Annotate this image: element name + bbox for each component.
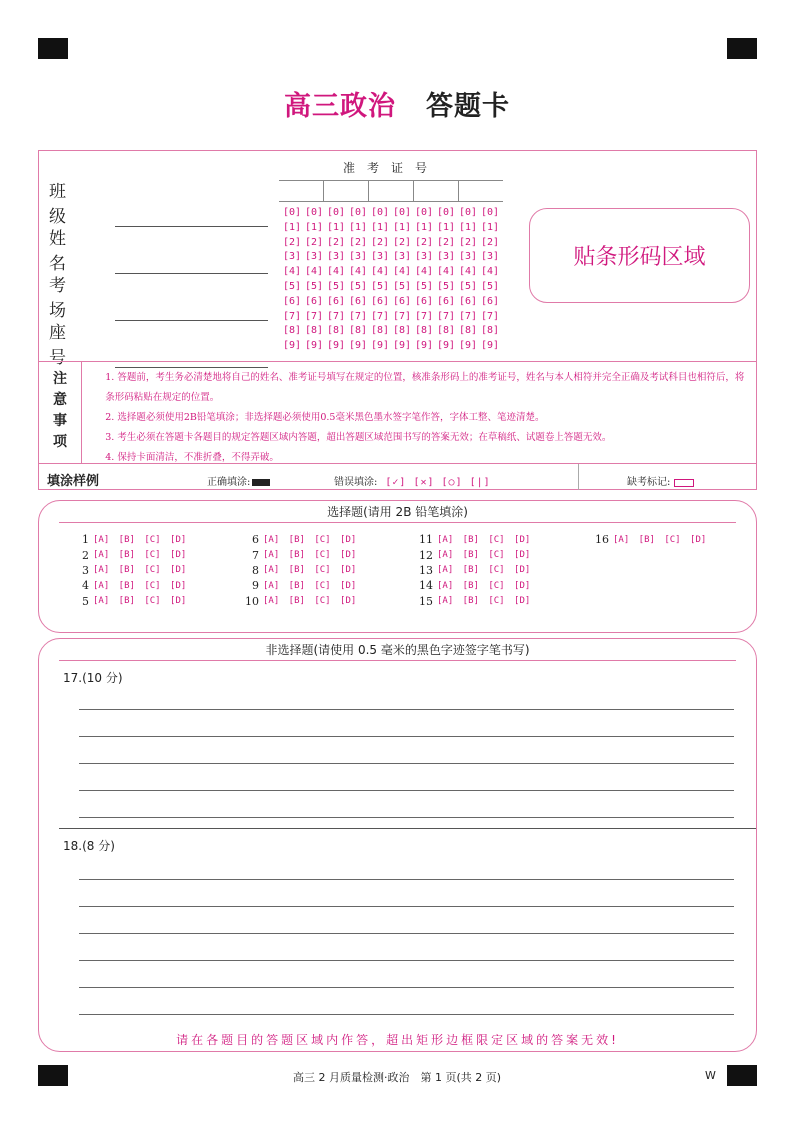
exam-id-bubble[interactable]: [4]: [327, 266, 346, 278]
question-number: 9: [252, 579, 259, 593]
class-field[interactable]: [49, 177, 268, 227]
exam-id-bubble[interactable]: [0]: [305, 207, 324, 218]
choice-column: [585, 532, 706, 547]
exam-id-bubble[interactable]: [7]: [415, 310, 434, 322]
choice-question-row: [235, 563, 356, 578]
note-item: 1. 答题前，考生务必清楚地将自己的姓名、准考证号填写在规定的位置，核准条形码上的准考证号，姓名与本人相符并完全正确及考试科目也相符后，将条形码粘贴在规定的位置。: [105, 372, 745, 403]
name-label: 姓 名: [49, 229, 74, 274]
exam-id-bubble[interactable]: [7]: [327, 310, 346, 322]
exam-id-bubble[interactable]: [5]: [283, 280, 302, 292]
exam-id-bubble-grid[interactable]: [283, 207, 503, 355]
choice-question-row: [65, 594, 186, 609]
answer-line[interactable]: [79, 736, 734, 737]
answer-line[interactable]: [79, 709, 734, 710]
answer-line[interactable]: [79, 1014, 734, 1015]
exam-id-bubble[interactable]: [4]: [305, 266, 324, 278]
exam-id-bubble[interactable]: [1]: [481, 221, 500, 233]
exam-id-bubble[interactable]: [2]: [459, 236, 478, 248]
question-number: 1: [82, 533, 89, 547]
choice-question-row: [235, 532, 356, 547]
exam-id-bubble[interactable]: [8]: [327, 325, 346, 337]
answer-bubbles[interactable]: [A] [B] [C] [D]: [263, 565, 357, 576]
exam-id-bubble[interactable]: [1]: [437, 221, 456, 233]
exam-id-bubble[interactable]: [9]: [327, 340, 346, 352]
question-18-label: 18.(8 分): [63, 839, 115, 853]
registration-mark-top-right: [727, 38, 757, 59]
exam-id-bubble[interactable]: [4]: [371, 266, 390, 278]
seat-input-line[interactable]: [115, 350, 268, 368]
answer-line[interactable]: [79, 960, 734, 961]
exam-id-bubble[interactable]: [4]: [481, 266, 500, 278]
info-section: [38, 150, 757, 490]
exam-id-bubble[interactable]: [5]: [349, 280, 368, 292]
answer-bubbles[interactable]: [A] [B] [C] [D]: [93, 565, 187, 576]
choice-column: [409, 532, 530, 609]
exam-id-bubble[interactable]: [2]: [393, 236, 412, 248]
exam-id-bubble[interactable]: [1]: [349, 221, 368, 233]
answer-line[interactable]: [79, 817, 734, 818]
choice-question-row: [65, 532, 186, 547]
exam-id-bubble[interactable]: [4]: [393, 266, 412, 278]
correct-fill-sample: 正确填涂:: [207, 473, 270, 488]
answer-bubbles[interactable]: [A] [B] [C] [D]: [437, 596, 531, 607]
choice-column: [235, 532, 356, 609]
divider: [39, 361, 756, 362]
question-number: 4: [82, 579, 89, 593]
exam-id-bubble[interactable]: [3]: [283, 251, 302, 263]
exam-id-bubble[interactable]: [3]: [437, 251, 456, 263]
exam-id-bubble[interactable]: [0]: [371, 207, 390, 218]
exam-id-bubble[interactable]: [9]: [349, 340, 368, 352]
exam-id-bubble[interactable]: [9]: [371, 340, 390, 352]
exam-id-bubble[interactable]: [8]: [393, 325, 412, 337]
notes-label: 注意事项: [53, 371, 67, 450]
answer-bubbles[interactable]: [A] [B] [C] [D]: [613, 534, 707, 545]
exam-id-bubble[interactable]: [2]: [481, 236, 500, 248]
answer-area-warning: 请在各题目的答题区域内作答，超出矩形边框限定区域的答案无效!: [176, 1033, 619, 1047]
answer-bubbles[interactable]: [A] [B] [C] [D]: [437, 550, 531, 561]
exam-id-bubble[interactable]: [0]: [459, 207, 478, 218]
exam-id-bubble[interactable]: [4]: [459, 266, 478, 278]
answer-bubbles[interactable]: [A] [B] [C] [D]: [93, 550, 187, 561]
question-number: 16: [595, 533, 609, 547]
choice-question-row: [409, 547, 530, 562]
exam-id-bubble[interactable]: [5]: [393, 280, 412, 292]
exam-id-bubble[interactable]: [1]: [459, 221, 478, 233]
answer-line[interactable]: [79, 790, 734, 791]
exam-id-bubble[interactable]: [2]: [415, 236, 434, 248]
answer-line[interactable]: [79, 987, 734, 988]
question-number: 3: [82, 563, 89, 577]
notes-list: [91, 368, 751, 468]
exam-id-bubble[interactable]: [7]: [459, 310, 478, 322]
note-item: 2. 选择题必须使用2B铅笔填涂；非选择题必须使用0.5毫米黑色墨水签字笔作答，字体工整、笔迹清楚。: [105, 412, 545, 423]
exam-room-field[interactable]: [49, 271, 268, 321]
exam-id-bubble[interactable]: [1]: [371, 221, 390, 233]
exam-id-bubble[interactable]: [8]: [415, 325, 434, 337]
exam-id-bubble[interactable]: [9]: [481, 340, 500, 352]
question-number: 13: [419, 563, 433, 577]
exam-id-bubble[interactable]: [9]: [393, 340, 412, 352]
exam-id-bubble[interactable]: [4]: [349, 266, 368, 278]
barcode-area: 贴条形码区域: [529, 208, 750, 303]
exam-id-bubble[interactable]: [3]: [415, 251, 434, 263]
exam-id-bubble[interactable]: [3]: [305, 251, 324, 263]
exam-id-bubble[interactable]: [5]: [437, 280, 456, 292]
exam-id-bubble[interactable]: [0]: [327, 207, 346, 218]
exam-id-bubble[interactable]: [6]: [393, 295, 412, 307]
answer-bubbles[interactable]: [A] [B] [C] [D]: [263, 550, 357, 561]
exam-id-bubble[interactable]: [1]: [283, 221, 302, 233]
exam-id-bubble[interactable]: [2]: [305, 236, 324, 248]
exam-id-bubble[interactable]: [5]: [415, 280, 434, 292]
answer-bubbles[interactable]: [A] [B] [C] [D]: [93, 580, 187, 591]
exam-id-bubble[interactable]: [6]: [371, 295, 390, 307]
exam-id-bubble[interactable]: [6]: [459, 295, 478, 307]
question-number: 7: [252, 548, 259, 562]
exam-id-bubble[interactable]: [4]: [283, 266, 302, 278]
page-footer: 高三 2 月质量检测·政治 第 1 页(共 2 页): [292, 1071, 502, 1084]
exam-id-bubble[interactable]: [6]: [283, 295, 302, 307]
title-answer-sheet: 答题卡: [426, 91, 510, 122]
answer-bubbles[interactable]: [A] [B] [C] [D]: [437, 580, 531, 591]
exam-id-bubble[interactable]: [3]: [371, 251, 390, 263]
choice-question-row: [409, 563, 530, 578]
absent-mark-box[interactable]: [674, 479, 694, 487]
exam-id-bubble[interactable]: [0]: [283, 207, 302, 218]
written-answer-header: 非选择题(请使用 0.5 毫米的黑色字迹签字笔书写): [59, 639, 736, 661]
exam-id-bubble[interactable]: [9]: [305, 340, 324, 352]
note-item: 4. 保持卡面清洁，不准折叠，不得弄破。: [105, 452, 279, 463]
absent-mark: 缺考标记:: [627, 473, 694, 488]
exam-id-bubble[interactable]: [0]: [415, 207, 434, 218]
choice-question-row: [409, 578, 530, 593]
answer-line[interactable]: [79, 933, 734, 934]
choice-question-row: [65, 563, 186, 578]
divider: [81, 361, 82, 463]
question-number: 8: [252, 563, 259, 577]
exam-id-bubble[interactable]: [2]: [437, 236, 456, 248]
exam-id-bubble[interactable]: [2]: [327, 236, 346, 248]
exam-id-bubble[interactable]: [8]: [371, 325, 390, 337]
answer-bubbles[interactable]: [A] [B] [C] [D]: [263, 596, 357, 607]
exam-id-bubble[interactable]: [8]: [283, 325, 302, 337]
answer-line[interactable]: [79, 763, 734, 764]
exam-id-bubble[interactable]: [1]: [305, 221, 324, 233]
exam-id-bubble[interactable]: [9]: [459, 340, 478, 352]
exam-id-bubble[interactable]: [7]: [305, 310, 324, 322]
exam-id-bubble[interactable]: [1]: [327, 221, 346, 233]
exam-id-bubble[interactable]: [0]: [393, 207, 412, 218]
exam-id-write-grid[interactable]: [279, 180, 503, 202]
answer-bubbles[interactable]: [A] [B] [C] [D]: [263, 580, 357, 591]
class-label: 班 级: [49, 182, 74, 227]
exam-id-bubble[interactable]: [3]: [349, 251, 368, 263]
wrong-fill-sample: 错误填涂: [✓] [✕] [○] [|]: [334, 477, 491, 488]
exam-id-bubble[interactable]: [9]: [437, 340, 456, 352]
multiple-choice-section: [38, 500, 757, 633]
exam-id-bubble[interactable]: [7]: [349, 310, 368, 322]
filled-bubble-icon: [252, 479, 270, 486]
exam-id-title: 准考证号: [342, 161, 439, 175]
exam-id-bubble[interactable]: [5]: [459, 280, 478, 292]
question-divider: [59, 828, 756, 829]
exam-id-bubble[interactable]: [1]: [393, 221, 412, 233]
exam-id-bubble[interactable]: [0]: [349, 207, 368, 218]
fill-sample-label: 填涂样例: [47, 474, 100, 489]
exam-id-bubble[interactable]: [2]: [283, 236, 302, 248]
exam-id-bubble[interactable]: [1]: [415, 221, 434, 233]
exam-id-bubble[interactable]: [6]: [437, 295, 456, 307]
exam-id-bubble[interactable]: [8]: [459, 325, 478, 337]
exam-id-bubble[interactable]: [6]: [327, 295, 346, 307]
exam-id-bubble[interactable]: [7]: [371, 310, 390, 322]
exam-id-bubble[interactable]: [6]: [415, 295, 434, 307]
choice-question-row: [409, 594, 530, 609]
exam-id-bubble[interactable]: [9]: [283, 340, 302, 352]
answer-bubbles[interactable]: [A] [B] [C] [D]: [437, 534, 531, 545]
footer-code: W: [705, 1069, 716, 1082]
question-17-label: 17.(10 分): [63, 671, 123, 685]
question-number: 2: [82, 548, 89, 562]
seat-label: 座 号: [49, 323, 74, 368]
written-answer-section: [38, 638, 757, 1052]
exam-id-bubble[interactable]: [2]: [371, 236, 390, 248]
choice-question-row: [235, 594, 356, 609]
answer-line[interactable]: [79, 906, 734, 907]
question-number: 5: [82, 594, 89, 608]
title-subject: 高三政治: [284, 91, 396, 122]
exam-id-bubble[interactable]: [7]: [393, 310, 412, 322]
exam-id-bubble[interactable]: [7]: [283, 310, 302, 322]
question-number: 15: [419, 594, 433, 608]
choice-question-row: [65, 547, 186, 562]
exam-id-bubble[interactable]: [7]: [481, 310, 500, 322]
choice-question-row: [409, 532, 530, 547]
exam-room-label: 考 场: [49, 276, 74, 321]
exam-id-bubble[interactable]: [0]: [437, 207, 456, 218]
exam-id-bubble[interactable]: [5]: [305, 280, 324, 292]
choice-question-row: [235, 547, 356, 562]
registration-mark-top-left: [38, 38, 68, 59]
question-number: 12: [419, 548, 433, 562]
exam-id-bubble[interactable]: [8]: [437, 325, 456, 337]
exam-id-bubble[interactable]: [3]: [393, 251, 412, 263]
note-item: 3. 考生必须在答题卡各题目的规定答题区域内答题，超出答题区域范围书写的答案无效；在草稿纸、试题卷上答题无效。: [105, 432, 612, 443]
exam-id-bubble[interactable]: [8]: [481, 325, 500, 337]
name-field[interactable]: [49, 224, 268, 274]
question-number: 14: [419, 579, 433, 593]
exam-id-bubble[interactable]: [2]: [349, 236, 368, 248]
choice-question-row: [235, 578, 356, 593]
exam-id-bubble[interactable]: [5]: [327, 280, 346, 292]
answer-bubbles[interactable]: [A] [B] [C] [D]: [263, 534, 357, 545]
question-number: 6: [252, 533, 259, 547]
exam-id-bubble[interactable]: [3]: [481, 251, 500, 263]
multiple-choice-header: 选择题(请用 2B 铅笔填涂): [59, 501, 736, 523]
answer-bubbles[interactable]: [A] [B] [C] [D]: [93, 596, 187, 607]
exam-id-bubble[interactable]: [3]: [459, 251, 478, 263]
exam-id-bubble[interactable]: [7]: [437, 310, 456, 322]
page-title: [0, 84, 794, 123]
choice-question-row: [65, 578, 186, 593]
exam-id-bubble[interactable]: [3]: [327, 251, 346, 263]
exam-id-bubble[interactable]: [4]: [415, 266, 434, 278]
exam-id-bubble[interactable]: [8]: [305, 325, 324, 337]
exam-id-bubble[interactable]: [6]: [305, 295, 324, 307]
wrong-fill-marks: [✓] [✕] [○] [|]: [385, 477, 491, 488]
answer-line[interactable]: [79, 879, 734, 880]
answer-bubbles[interactable]: [A] [B] [C] [D]: [93, 534, 187, 545]
exam-id-bubble[interactable]: [5]: [481, 280, 500, 292]
exam-id-bubble[interactable]: [5]: [371, 280, 390, 292]
divider: [578, 464, 579, 490]
choice-question-row: [585, 532, 706, 547]
choice-column: [65, 532, 186, 609]
exam-id-bubble[interactable]: [9]: [415, 340, 434, 352]
answer-bubbles[interactable]: [A] [B] [C] [D]: [437, 565, 531, 576]
question-number: 10: [245, 594, 259, 608]
exam-id-bubble[interactable]: [6]: [481, 295, 500, 307]
question-number: 11: [419, 533, 433, 547]
exam-id-bubble[interactable]: [0]: [481, 207, 500, 218]
exam-id-bubble[interactable]: [6]: [349, 295, 368, 307]
exam-id-bubble[interactable]: [4]: [437, 266, 456, 278]
fill-sample-row: [39, 463, 756, 490]
exam-id-bubble[interactable]: [8]: [349, 325, 368, 337]
